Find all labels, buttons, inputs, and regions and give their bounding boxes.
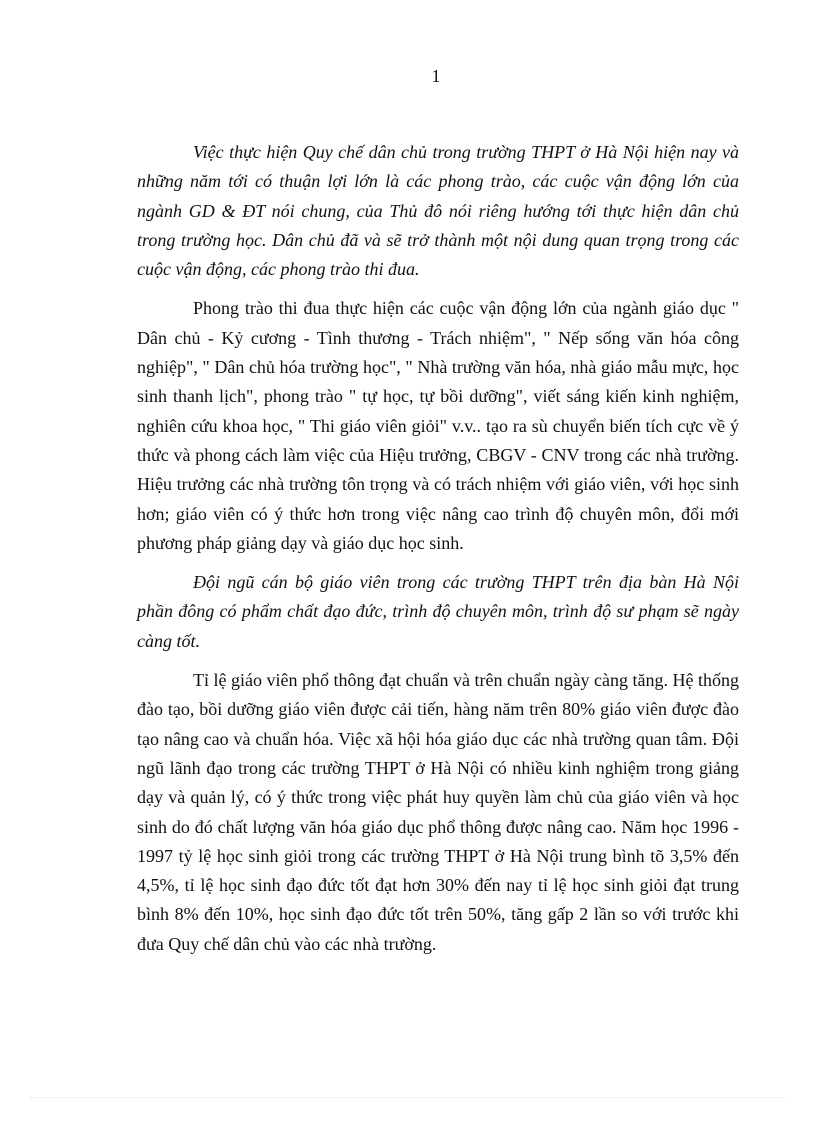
page-bottom-divider [30, 1097, 786, 1098]
paragraph-intro: Việc thực hiện Quy chế dân chủ trong trường THPT ở Hà Nội hiện nay và những năm tới có thuận lợi lớn là các phong trào, các cuộc vận động lớn của ngành GD & ĐT nói chung, của Thủ đô nói riêng hướng tới thực hiện dân chủ trong trường học. Dân chủ đã và sẽ trở thành một nội dung quan trọng trong các cuộc vận động, các phong trào thi đua. [137, 142, 739, 280]
paragraph-teacher-standards: Tỉ lệ giáo viên phổ thông đạt chuẩn và trên chuẩn ngày càng tăng. Hệ thống đào tạo, bồi dưỡng giáo viên được cải tiến, hàng năm trên 80% giáo viên được đào tạo nâng cao và chuẩn hóa. Việc xã hội hóa giáo dục các nhà trường quan tâm. Đội ngũ lãnh đạo trong các trường THPT ở Hà Nội có nhiều kinh nghiệm trong giảng dạy và quản lý, có ý thức trong việc phát huy quyền làm chủ của giáo viên và học sinh do đó chất lượng văn hóa giáo dục phổ thông được nâng cao. Năm học 1996 - 1997 tỷ lệ học sinh giỏi trong các trường THPT ở Hà Nội trung bình tõ 3,5% đến 4,5%, tỉ lệ học sinh đạo đức tốt đạt hơn 30% đến nay tỉ lệ học sinh giỏi đạt trung bình 8% đến 10%, học sinh đạo đức tốt trên 50%, tăng gấp 2 lần so với trước khi đưa Quy chế dân chủ vào các nhà trường. [137, 670, 739, 954]
paragraph-emulation-movements: Phong trào thi đua thực hiện các cuộc vận động lớn của ngành giáo dục " Dân chủ - Kỷ cương - Tình thương - Trách nhiệm", " Nếp sống văn hóa công nghiệp", " Dân chủ hóa trường học", " Nhà trường văn hóa, nhà giáo mẫu mực, học sinh thanh lịch", phong trào " tự học, tự bồi dưỡng", viết sáng kiến kinh nghiệm, nghiên cứu khoa học, " Thi giáo viên giỏi" v.v.. tạo ra sù chuyển biến tích cực về ý thức và phong cách làm việc của Hiệu trưởng, CBGV - CNV trong các nhà trường. Hiệu trưởng các nhà trường tôn trọng và có trách nhiệm với giáo viên, với học sinh hơn; giáo viên có ý thức hơn trong việc nâng cao trình độ chuyên môn, đổi mới phương pháp giảng dạy và giáo dục học sinh. [137, 298, 739, 553]
page-number: 1 [431, 66, 441, 86]
document-body [137, 138, 739, 969]
paragraph-teaching-staff: Đội ngũ cán bộ giáo viên trong các trường THPT trên địa bàn Hà Nội phần đông có phẩm chất đạo đức, trình độ chuyên môn, trình độ sư phạm sẽ ngày càng tốt. [137, 572, 739, 651]
